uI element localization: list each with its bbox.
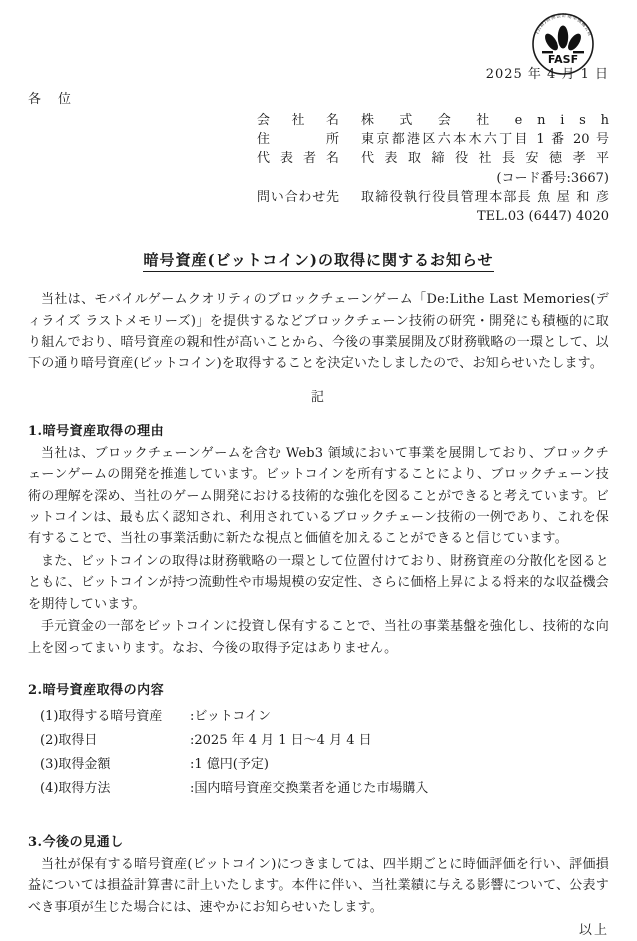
section-1-paragraph-2: また、ビットコインの取得は財務戦略の一環として位置付けており、財務資産の分散化を図るとともに、ビットコインが持つ流動性や市場規模の安定性、さらに価格上昇による将来的な収益機会を期待しています。: [28, 553, 609, 612]
seal-fasf-text: FASF: [547, 53, 579, 66]
company-name-row: [257, 111, 609, 130]
section-reason: [28, 421, 609, 659]
item-amount-value: 1 億円(予定): [194, 756, 269, 772]
section-2-heading: 2.暗号資産取得の内容: [28, 682, 165, 698]
intro-paragraph: 当社は、モバイルゲームクオリティのブロックチェーンゲーム「De:Lithe Last Memories(ディライズ ラストメモリーズ)」を提供するなどブロックチェーン技術の研究・開発にも積極的に取り組んでおり、暗号資産の親和性が高いことから、今後の事業展開及び財務戦略の一環として、以下の通り暗号資産(ビットコイン)を取得することを決定いたしましたので、お知らせいたします。: [28, 292, 609, 372]
company-name-value: 株 式 会 社 e n i s h: [361, 113, 609, 128]
fasf-seal: [531, 12, 595, 76]
contact-label: 問い合わせ先: [257, 189, 339, 205]
section-3-heading: 3.今後の見通し: [28, 834, 124, 850]
company-name-label: 会社名: [257, 113, 339, 128]
document-title: 暗号資産(ビットコイン)の取得に関するお知らせ: [28, 249, 609, 270]
item-method: [40, 777, 609, 801]
seal-petals: [542, 26, 584, 54]
stock-code: (コード番号:3667): [496, 170, 609, 186]
company-info: [257, 111, 609, 226]
section-outlook: [28, 832, 609, 918]
item-asset-value: ビットコイン: [194, 708, 271, 724]
item-method-value: 国内暗号資産交換業者を通じた市場購入: [194, 780, 429, 796]
record-mark: 記: [310, 389, 326, 405]
item-date-value: 2025 年 4 月 1 日〜4 月 4 日: [194, 732, 372, 748]
representative-label: 代表者名: [257, 151, 339, 167]
item-date: [40, 729, 609, 753]
item-asset: [40, 705, 609, 729]
fasf-seal-graphic: [531, 12, 595, 76]
item-method-label: (4)取得方法: [40, 780, 111, 796]
item-amount-colon: :: [190, 756, 195, 772]
recipient: 各 位: [28, 92, 74, 107]
representative-value: 代 表 取 締 役 社 長 安 徳 孝 平: [361, 151, 609, 167]
item-asset-colon: :: [190, 708, 195, 724]
contact-tel: TEL.03 (6447) 4020: [476, 209, 609, 225]
acquisition-items: [40, 705, 609, 801]
item-method-colon: :: [190, 780, 195, 796]
contact-row: [257, 188, 609, 207]
item-date-colon: :: [190, 732, 195, 748]
representative-row: [257, 149, 609, 168]
item-amount-label: (3)取得金額: [40, 756, 111, 772]
contact-value: 取締役執行役員管理本部長 魚 屋 和 彦: [361, 189, 609, 205]
section-details: [28, 680, 609, 801]
seal-ring-text: (公財)財務会計基準機構会員: [535, 13, 592, 38]
address-row: [257, 130, 609, 149]
section-1-heading: 1.暗号資産取得の理由: [28, 423, 165, 439]
closing-mark: 以上: [578, 923, 609, 939]
item-date-label: (2)取得日: [40, 732, 98, 748]
section-1-paragraph-1: 当社は、ブロックチェーンゲームを含む Web3 領域において事業を展開しており、ブロックチェーンゲームの開発を推進しています。ビットコインを所有することにより、ブロックチェーン技術の理解を深め、当社のゲーム開発における技術的な強化を図ることができると考えています。ビットコインは、最も広く認知され、利用されているブロックチェーン技術の一例であり、これを保有することで、当社の事業活動に新たな視点と価値を加えることができると信じています。: [28, 445, 609, 547]
item-asset-label: (1)取得する暗号資産: [40, 708, 163, 724]
address-value: 東京都港区六本木六丁目 1 番 20 号: [361, 132, 609, 148]
address-label: 住所: [257, 132, 339, 148]
date-line: 2025 年 4 月 1 日: [485, 67, 609, 82]
section-1-paragraph-3: 手元資金の一部をビットコインに投資し保有することで、当社の事業基盤を強化し、技術的な向上を図ってまいります。なお、今後の取得予定はありません。: [28, 619, 609, 656]
item-amount: [40, 753, 609, 777]
section-3-paragraph-1: 当社が保有する暗号資産(ビットコイン)につきましては、四半期ごとに時価評価を行い、評価損益については損益計算書に計上いたします。本件に伴い、当社業績に与える影響について、公表すべき事項が生じた場合には、速やかにお知らせいたします。: [28, 856, 609, 915]
